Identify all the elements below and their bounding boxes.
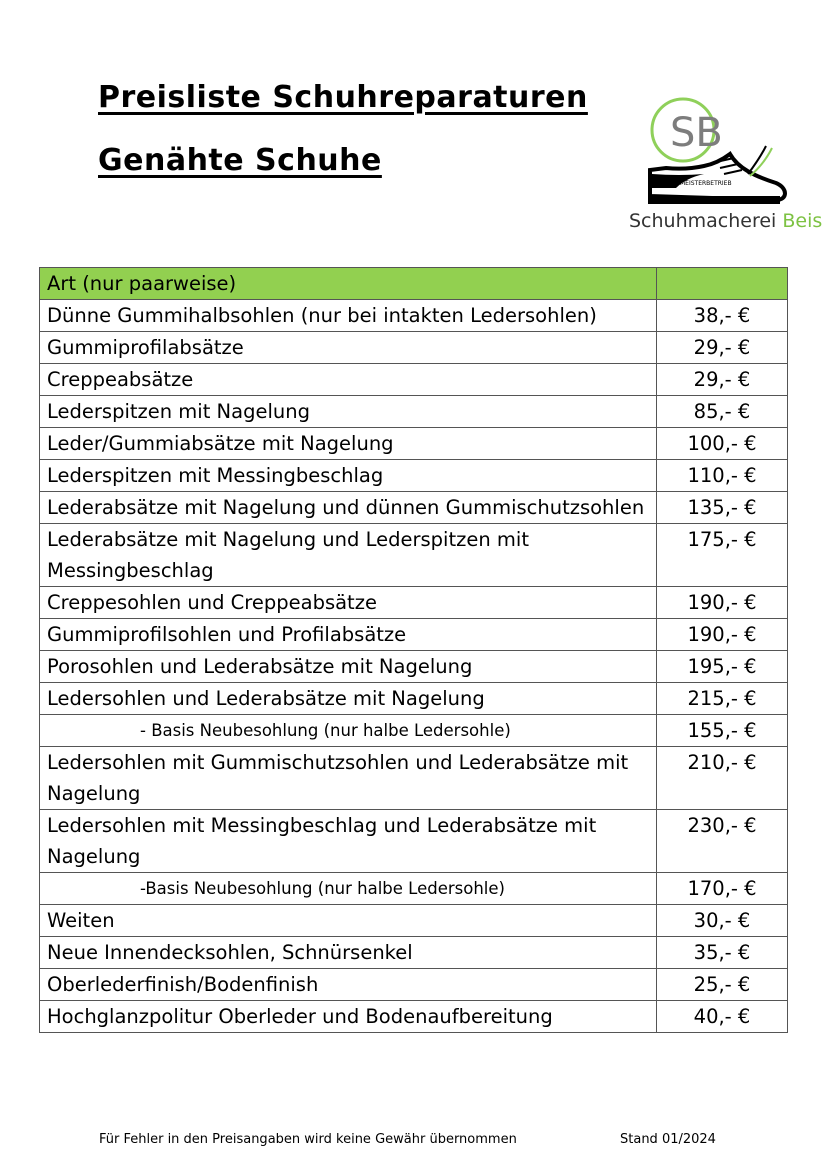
- row-art: -Basis Neubesohlung (nur halbe Ledersohle): [40, 873, 657, 905]
- footer-stand: Stand 01/2024: [620, 1132, 716, 1147]
- row-art: - Basis Neubesohlung (nur halbe Ledersohle): [40, 715, 657, 747]
- row-price: 100,- €: [657, 428, 788, 460]
- logo-wordmark: [629, 210, 822, 232]
- row-price: 40,- €: [657, 1001, 788, 1033]
- row-art: Ledersohlen mit Messingbeschlag und Lederabsätze mit Nagelung: [40, 810, 657, 873]
- row-price: 210,- €: [657, 747, 788, 810]
- table-row: [40, 1001, 788, 1033]
- row-art: Lederabsätze mit Nagelung und dünnen Gummischutzsohlen: [40, 492, 657, 524]
- row-price: 38,- €: [657, 300, 788, 332]
- row-price: 135,- €: [657, 492, 788, 524]
- table-row: [40, 683, 788, 715]
- price-table: [39, 267, 788, 1033]
- row-art: Hochglanzpolitur Oberleder und Bodenaufbereitung: [40, 1001, 657, 1033]
- row-price: 85,- €: [657, 396, 788, 428]
- logo-monogram: SB: [670, 110, 723, 156]
- row-price: 190,- €: [657, 619, 788, 651]
- table-row: [40, 492, 788, 524]
- row-price: 215,- €: [657, 683, 788, 715]
- table-row: [40, 396, 788, 428]
- table-row: [40, 332, 788, 364]
- row-price: 30,- €: [657, 905, 788, 937]
- table-row: [40, 937, 788, 969]
- logo-name: Schuhmacherei: [629, 210, 777, 232]
- footer-disclaimer: Für Fehler in den Preisangaben wird keine Gewähr übernommen: [99, 1132, 517, 1147]
- row-price: 155,- €: [657, 715, 788, 747]
- header-price: [657, 268, 788, 300]
- row-art: Creppesohlen und Creppeabsätze: [40, 587, 657, 619]
- row-art: Dünne Gummihalbsohlen (nur bei intakten Ledersohlen): [40, 300, 657, 332]
- row-price: 29,- €: [657, 332, 788, 364]
- row-art: Neue Innendecksohlen, Schnürsenkel: [40, 937, 657, 969]
- row-price: 190,- €: [657, 587, 788, 619]
- row-art: Lederspitzen mit Nagelung: [40, 396, 657, 428]
- row-price: 110,- €: [657, 460, 788, 492]
- table-row: [40, 747, 788, 810]
- row-art: Ledersohlen mit Gummischutzsohlen und Lederabsätze mit Nagelung: [40, 747, 657, 810]
- page-title: Preisliste Schuhreparaturen: [98, 80, 588, 115]
- row-art: Lederspitzen mit Messingbeschlag: [40, 460, 657, 492]
- row-art: Gummiprofilabsätze: [40, 332, 657, 364]
- price-table-body: [40, 268, 788, 1033]
- row-art: Porosohlen und Lederabsätze mit Nagelung: [40, 651, 657, 683]
- row-price: 29,- €: [657, 364, 788, 396]
- table-row: [40, 715, 788, 747]
- row-price: 25,- €: [657, 969, 788, 1001]
- table-row: [40, 810, 788, 873]
- table-row: [40, 587, 788, 619]
- table-row: [40, 873, 788, 905]
- table-row: [40, 619, 788, 651]
- table-row: [40, 428, 788, 460]
- table-row: [40, 524, 788, 587]
- row-price: 170,- €: [657, 873, 788, 905]
- table-row: [40, 905, 788, 937]
- row-art: Lederabsätze mit Nagelung und Lederspitzen mit Messingbeschlag: [40, 524, 657, 587]
- row-art: Creppeabsätze: [40, 364, 657, 396]
- row-price: 195,- €: [657, 651, 788, 683]
- row-art: Ledersohlen und Lederabsätze mit Nagelung: [40, 683, 657, 715]
- row-art: Leder/Gummiabsätze mit Nagelung: [40, 428, 657, 460]
- row-price: 35,- €: [657, 937, 788, 969]
- table-row: [40, 460, 788, 492]
- table-row: [40, 969, 788, 1001]
- table-row: [40, 300, 788, 332]
- logo-banner: MEISTERBETRIEB: [680, 180, 732, 187]
- table-header-row: [40, 268, 788, 300]
- table-row: [40, 651, 788, 683]
- row-art: Weiten: [40, 905, 657, 937]
- row-art: Gummiprofilsohlen und Profilabsätze: [40, 619, 657, 651]
- row-art: Oberlederfinish/Bodenfinish: [40, 969, 657, 1001]
- logo-name-accent: Beis: [782, 210, 823, 232]
- header-art: Art (nur paarweise): [40, 268, 657, 300]
- table-row: [40, 364, 788, 396]
- row-price: 230,- €: [657, 810, 788, 873]
- page-subtitle: Genähte Schuhe: [98, 143, 382, 178]
- row-price: 175,- €: [657, 524, 788, 587]
